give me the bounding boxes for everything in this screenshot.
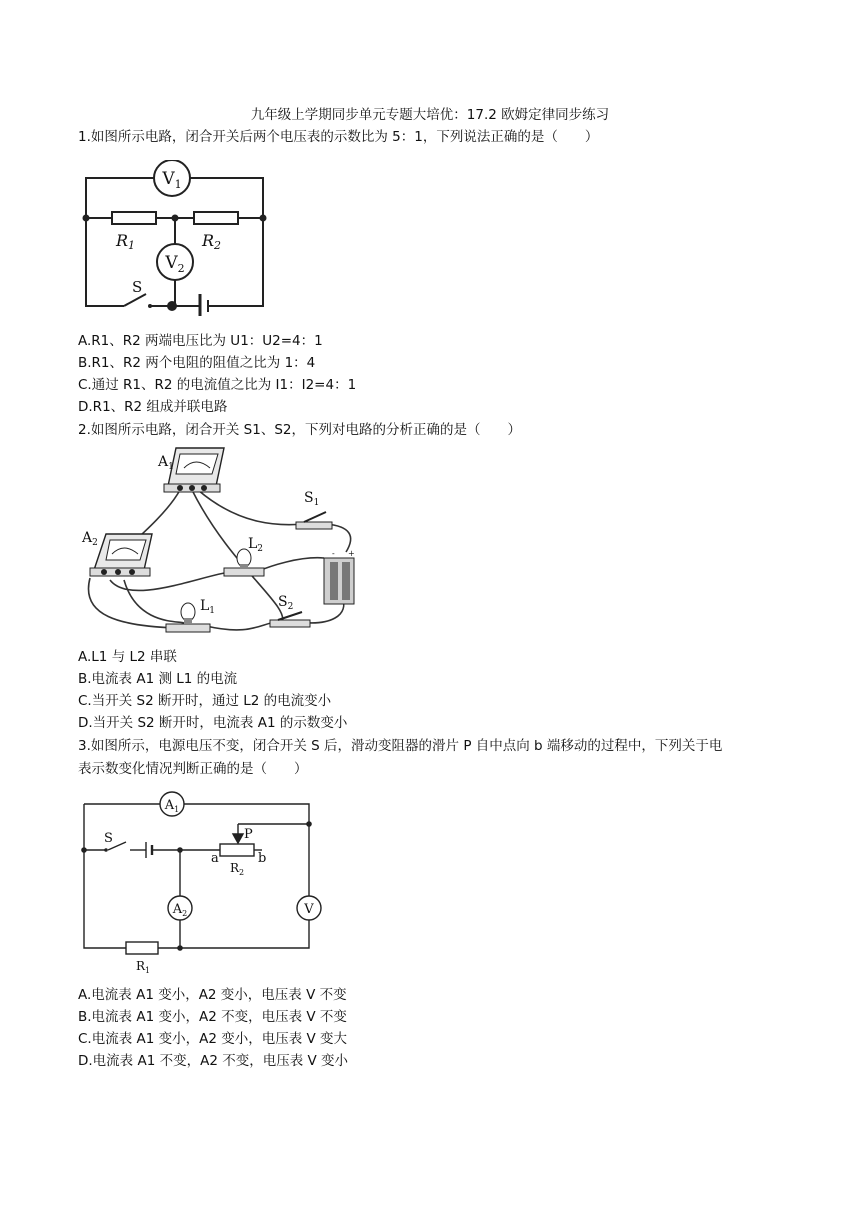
q3-option-d: D.电流表 A1 不变，A2 不变，电压表 V 变小 xyxy=(78,1053,349,1069)
q3-circuit-diagram xyxy=(80,790,330,976)
q3-slider-label: P xyxy=(244,827,253,842)
q2-a2-label: A xyxy=(82,530,93,546)
question-2-stem: 2.如图所示电路，闭合开关 S1、S2，下列对电路的分析正确的是（ ） xyxy=(78,422,521,438)
q1-r1-label: R xyxy=(116,231,129,250)
svg-text:V1: $V_1$ xyxy=(162,169,182,191)
svg-text:R1: R1 xyxy=(116,231,136,252)
svg-text:R1: $R_1$ xyxy=(136,959,151,975)
q3-switch-label: S xyxy=(104,831,113,846)
q3-end-a-label: a xyxy=(211,851,219,866)
q3-v-label: V xyxy=(304,902,314,917)
svg-text:A2: $A_2$ xyxy=(82,530,98,548)
q2-s2-label: S xyxy=(278,594,288,610)
q3-r1-label: R xyxy=(136,959,146,973)
q1-switch-label: S xyxy=(132,278,143,296)
q3-r2-label: R xyxy=(230,861,240,875)
q2-option-d: D.当开关 S2 断开时，电流表 A1 的示数变小 xyxy=(78,715,348,731)
svg-text:R2: R2 xyxy=(202,231,222,252)
svg-text:-: - xyxy=(332,549,335,558)
q2-circuit-photo xyxy=(80,446,370,642)
q3-a1-label: A xyxy=(164,798,175,813)
svg-text:A1: $A_1$ xyxy=(158,454,174,472)
q1-option-b: B.R1、R2 两个电阻的阻值之比为 1：4 xyxy=(78,355,316,371)
q1-v2-label: V xyxy=(165,253,178,273)
q2-switch-s2 xyxy=(270,612,310,627)
q2-option-a: A.L1 与 L2 串联 xyxy=(78,649,177,665)
q3-a2-label: A xyxy=(172,902,183,917)
page-title: 九年级上学期同步单元专题大培优：17.2 欧姆定律同步练习 xyxy=(250,107,610,123)
q1-option-a: A.R1、R2 两端电压比为 U1：U2=4：1 xyxy=(78,333,323,349)
q2-ammeter-a2 xyxy=(90,534,152,576)
q3-option-a: A.电流表 A1 变小，A2 变小，电压表 V 不变 xyxy=(78,987,347,1003)
q3-option-b: B.电流表 A1 变小，A2 不变，电压表 V 不变 xyxy=(78,1009,347,1025)
svg-text:R2: $R_2$ xyxy=(230,861,245,877)
q1-r2-label: R xyxy=(202,231,215,250)
svg-text:S1: $S_1$ xyxy=(304,490,320,508)
q1-option-d: D.R1、R2 组成并联电路 xyxy=(78,399,228,415)
q1-option-c: C.通过 R1、R2 的电流值之比为 I1：I2=4：1 xyxy=(78,377,357,393)
q1-circuit-diagram xyxy=(80,160,270,316)
q2-s1-label: S xyxy=(304,490,314,506)
svg-text:+: + xyxy=(348,549,355,558)
q2-option-c: C.当开关 S2 断开时，通过 L2 的电流变小 xyxy=(78,693,332,709)
svg-text:S2: $S_2$ xyxy=(278,594,294,612)
svg-text:V2: $V_2$ xyxy=(165,253,185,275)
question-3-stem-line-2: 表示数变化情况判断正确的是（ ） xyxy=(78,761,308,777)
question-1-stem: 1.如图所示电路，闭合开关后两个电压表的示数比为 5：1，下列说法正确的是（ ） xyxy=(78,129,599,145)
svg-text:L2: $L_2$ xyxy=(248,536,264,554)
q2-switch-s1 xyxy=(296,512,332,529)
q2-l2-label: L xyxy=(248,536,258,552)
q3-option-c: C.电流表 A1 变小，A2 变小，电压表 V 变大 xyxy=(78,1031,348,1047)
q2-l1-label: L xyxy=(200,598,210,614)
svg-text:A2: $A_2$ xyxy=(172,902,188,918)
question-3-stem-line-1: 3.如图所示，电源电压不变，闭合开关 S 后，滑动变阻器的滑片 P 自中点向 b 端移动的过程中，下列关于电 xyxy=(78,738,723,754)
q2-battery xyxy=(324,549,355,604)
svg-text:L1: $L_1$ xyxy=(200,598,216,616)
q2-option-b: B.电流表 A1 测 L1 的电流 xyxy=(78,671,238,687)
q3-end-b-label: b xyxy=(258,851,267,866)
svg-text:A1: $A_1$ xyxy=(164,798,180,814)
q1-v1-label: V xyxy=(162,169,175,189)
q2-a1-label: A xyxy=(158,454,169,470)
